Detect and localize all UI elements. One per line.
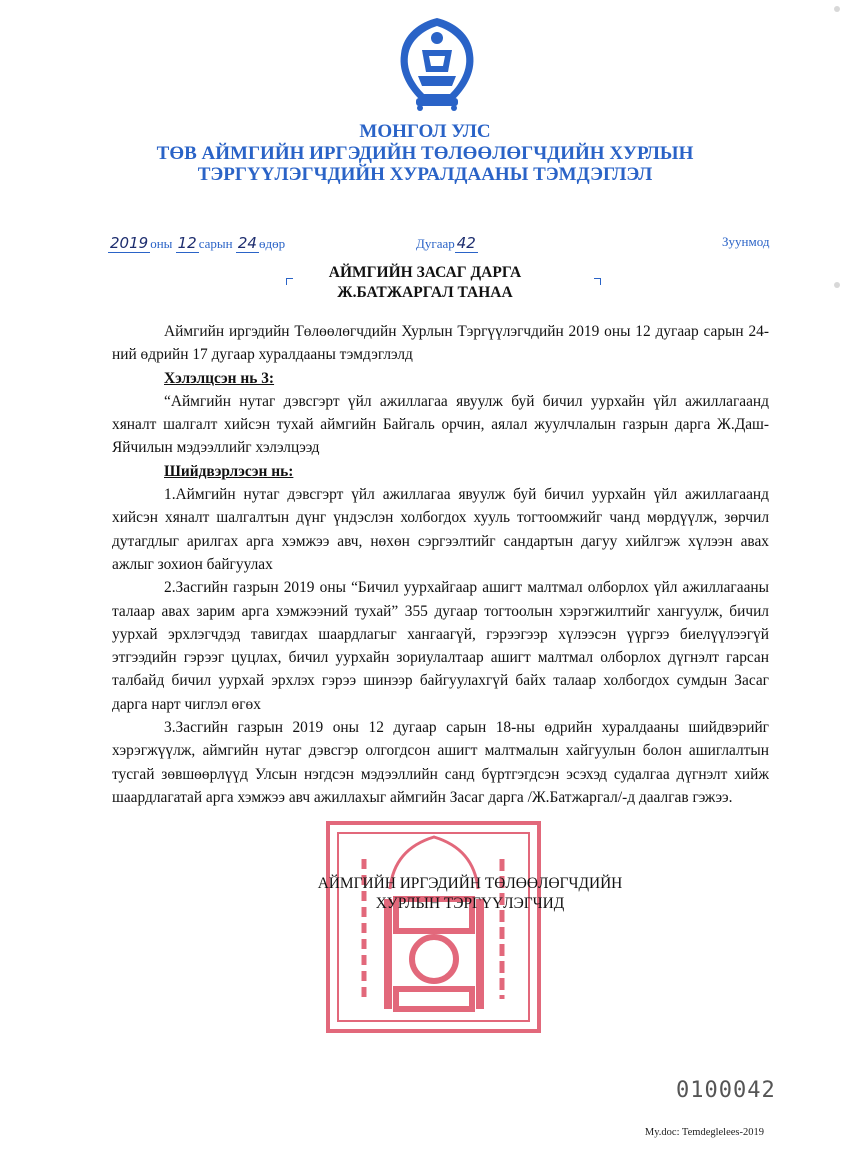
- document-filename: My.doc: Temdeglelees-2019: [644, 1127, 764, 1138]
- state-emblem-icon: [396, 16, 478, 112]
- signature-line-2: ХУРЛЫН ТЭРГҮҮЛЭГЧИД: [375, 895, 565, 912]
- discussed-heading: Хэлэлцсэн нь 3:: [164, 369, 275, 387]
- meta-day-suffix: өдөр: [258, 236, 286, 251]
- header-organization: ТӨВ АЙМГИЙН ИРГЭДИЙН ТӨЛӨӨЛӨГЧДИЙН ХУРЛЫН: [156, 143, 694, 164]
- header-country: МОНГОЛ УЛС: [359, 121, 491, 142]
- scan-mark: [834, 282, 840, 288]
- decision-item-2: 2.Засгийн газрын 2019 оны “Бичил уурхайгаар ашигт малтмал олборлох үйл ажиллагааны талаар авах зарим арга хэмжээний тухай” 355 дугаар тогтоолын хэрэгжилтийг хангуулж, бичил уурхай эрхлэгчдэд тавигдах шаардлагыг хангаагүй, гэрээгээр хүлээсэн үүргээ биелүүлээгүй этгээдийн гэрээг цуцлах, бичил уурхайн зориулалтаар ашигт малтмал олборлох дүгнэлт гарсан талбайд бичил уурхай эрхлэх гэрээ шинээр байгуулахгүй байх талаар холбогдох сумдын Засаг дарга нарт чиглэл өгөх: [112, 579, 769, 713]
- meta-place: Зуунмод: [722, 234, 770, 249]
- decided-heading: Шийдвэрлэсэн нь:: [164, 462, 294, 480]
- meta-number-label: Дугаар: [416, 236, 455, 251]
- header-document-type: ТЭРГҮҮЛЭГЧДИЙН ХУРАЛДААНЫ ТЭМДЭГЛЭЛ: [197, 164, 653, 185]
- scan-mark: [834, 6, 840, 12]
- meta-month: 12: [177, 234, 197, 252]
- official-stamp-icon: [324, 819, 543, 1035]
- meta-number: [416, 234, 478, 253]
- meta-day: 24: [237, 234, 257, 252]
- meta-date: [108, 234, 285, 253]
- meta-year-suffix: оны: [150, 236, 173, 251]
- meta-number-value: 42: [456, 234, 476, 252]
- decision-item-1: 1.Аймгийн нутаг дэвсгэрт үйл ажиллагаа явуулж буй бичил уурхайн үйл ажиллагаанд хийсэн хяналт шалгалтын дүнг үндэслэн холбогдох хууль тогтоомжийг чанд мөрдүүлж, зөрчил дутагдлыг арилгах арга хэмжээ авч, нөхөн сэргээлтийг сандартын дагуу хийлгэж хүлээн авах ажлыг зохион байгуулах: [112, 486, 769, 573]
- signature-line-1: АЙМГИЙН ИРГЭДИЙН ТӨЛӨӨЛӨГЧДИЙН: [317, 875, 623, 892]
- addressee-title: АЙМГИЙН ЗАСАГ ДАРГА: [328, 264, 522, 281]
- addressee-name: Ж.БАТЖАРГАЛ ТАНАА: [337, 284, 513, 301]
- meta-month-suffix: сарын: [198, 236, 233, 251]
- document-body: [112, 320, 769, 809]
- meta-year: 2019: [110, 234, 149, 252]
- discussed-paragraph: “Аймгийн нутаг дэвсгэрт үйл ажиллагаа явуулж буй бичил уурхайн үйл ажиллагаанд хяналт шалгалт хийсэн тухай аймгийн Байгаль орчин, аялал жуулчлалын газрын дарга Ж.Даш-Яйчилын мэдээллийг хэлэлцээд: [112, 392, 769, 457]
- intro-paragraph: Аймгийн иргэдийн Төлөөлөгчдийн Хурлын Тэргүүлэгчдийн 2019 оны 12 дугаар сарын 24-ний өдрийн 17 дугаар хуралдааны тэмдэглэлд: [112, 323, 769, 364]
- decision-item-3: 3.Засгийн газрын 2019 оны 12 дугаар сарын 18-ны өдрийн хуралдааны шийдвэрийг хэрэгжүүлж, аймгийн нутаг дэвсгэр олгогдсон ашигт малтмалын хайгуулын болон ашиглалтын тусгай зөвшөөрлүүд Улсын нэгдсэн мэдээллийн санд бүртгэгдсэн эсэхэд судалгаа дүгнэлт хийж шаардлагатай арга хэмжээ авч ажиллахыг аймгийн Засаг дарга /Ж.Батжаргал/-д даалгав гэжээ.: [112, 719, 769, 806]
- serial-number: 0100042: [676, 1078, 776, 1103]
